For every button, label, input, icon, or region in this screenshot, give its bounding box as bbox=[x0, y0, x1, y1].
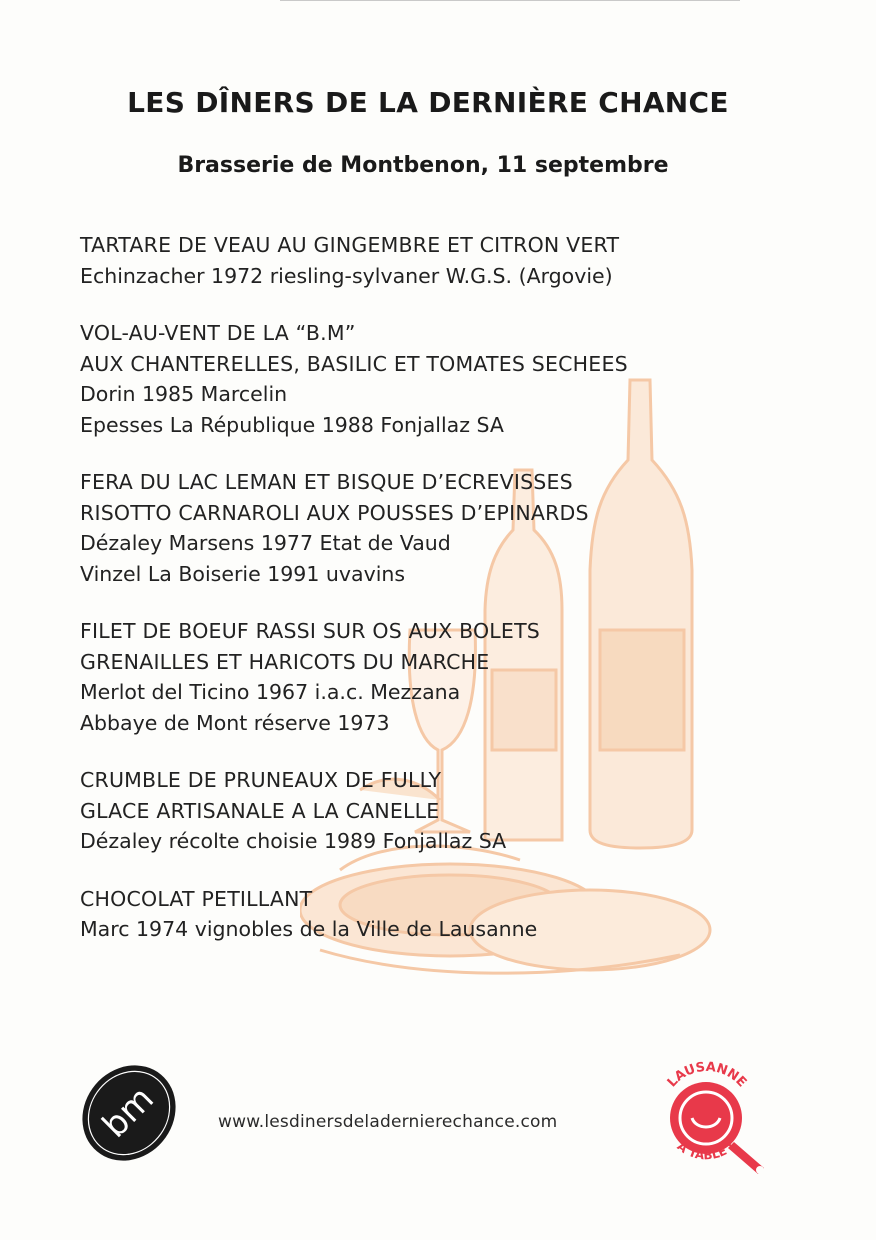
dish-line: GRENAILLES ET HARICOTS DU MARCHE bbox=[80, 649, 490, 674]
wine-line: Dorin 1985 Marcelin bbox=[80, 382, 288, 406]
lausanne-a-table-badge bbox=[642, 1052, 772, 1182]
wine-line: Dézaley Marsens 1977 Etat de Vaud bbox=[80, 531, 451, 555]
course bbox=[80, 467, 800, 589]
dish-line: FILET DE BOEUF RASSI SUR OS AUX BOLETS bbox=[80, 619, 541, 643]
dish-line: GLACE ARTISANALE A LA CANELLE bbox=[80, 798, 440, 823]
bm-logo bbox=[76, 1060, 182, 1166]
wine-line: Vinzel La Boiserie 1991 uvavins bbox=[80, 561, 406, 586]
menu bbox=[80, 230, 800, 972]
wine-line: Abbaye de Mont réserve 1973 bbox=[80, 710, 390, 735]
wine-line: Epesses La République 1988 Fonjallaz SA bbox=[80, 412, 504, 437]
subtitle: Brasserie de Montbenon, 11 septembre bbox=[177, 153, 669, 178]
bm-logo-text: bm bbox=[94, 1078, 162, 1146]
course bbox=[80, 230, 800, 291]
dish-line: FERA DU LAC LEMAN ET BISQUE D’ECREVISSES bbox=[80, 470, 573, 494]
course bbox=[80, 884, 800, 945]
course bbox=[80, 616, 800, 738]
badge-text-bottom: À TABLE ! bbox=[674, 1138, 738, 1163]
course bbox=[80, 765, 800, 857]
page-title: LES DÎNERS DE LA DERNIÈRE CHANCE bbox=[127, 86, 729, 119]
dish-line: VOL-AU-VENT DE LA “B.M” bbox=[80, 321, 356, 345]
website-link[interactable]: www.lesdinersdeladernierechance.com bbox=[218, 1112, 558, 1132]
dish-line: CHOCOLAT PETILLANT bbox=[80, 886, 313, 911]
wine-line: Dézaley récolte choisie 1989 Fonjallaz SA bbox=[80, 829, 507, 853]
course bbox=[80, 318, 800, 440]
badge-text-top: LAUSANNE bbox=[664, 1059, 750, 1091]
wine-line: Echinzacher 1972 riesling-sylvaner W.G.S. (Argovie) bbox=[80, 263, 613, 288]
wine-line: Marc 1974 vignobles de la Ville de Lausanne bbox=[80, 917, 538, 941]
dish-line: RISOTTO CARNAROLI AUX POUSSES D’EPINARDS bbox=[80, 500, 589, 525]
wine-line: Merlot del Ticino 1967 i.a.c. Mezzana bbox=[80, 680, 461, 704]
dish-line: AUX CHANTERELLES, BASILIC ET TOMATES SECHEES bbox=[80, 351, 628, 376]
dish-line: CRUMBLE DE PRUNEAUX DE FULLY bbox=[80, 768, 442, 792]
top-rule bbox=[280, 0, 740, 1]
dish-line: TARTARE DE VEAU AU GINGEMBRE ET CITRON VERT bbox=[80, 233, 620, 257]
